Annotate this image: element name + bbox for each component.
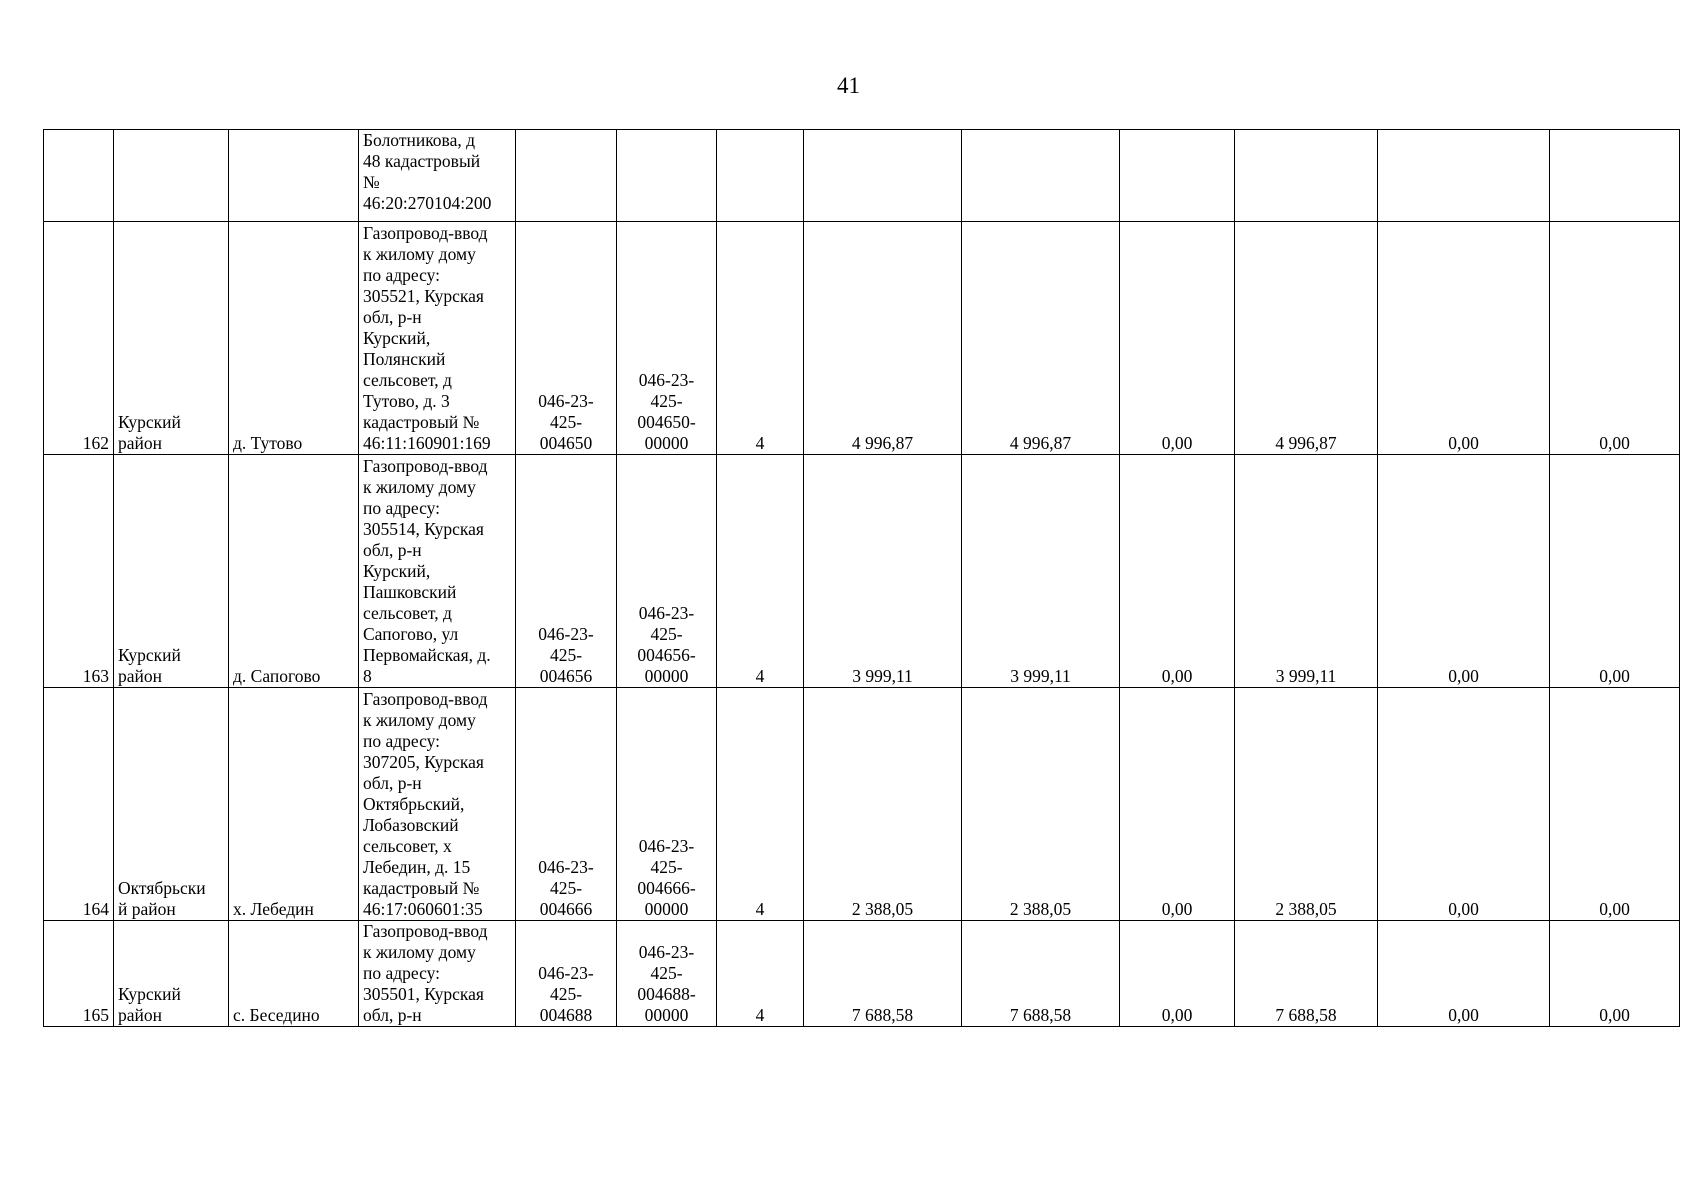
settlement-cell: [229, 130, 359, 222]
value-cell-2: 4 996,87: [962, 222, 1120, 455]
inventory-line: 004650-: [637, 412, 696, 432]
inventory-number-cell: [617, 130, 717, 222]
value-cell-5: [1378, 130, 1550, 222]
description-line: 46:17:060601:35: [363, 899, 483, 919]
description-line: 305514, Курская: [363, 519, 484, 539]
value-cell-5: 0,00: [1378, 921, 1550, 1027]
value-cell-3: 0,00: [1120, 222, 1235, 455]
row-number-cell: 163: [44, 455, 114, 688]
row-number-cell: 165: [44, 921, 114, 1027]
description-line: к жилому дому: [363, 710, 476, 730]
value-cell-2: [962, 130, 1120, 222]
inventory-number-cell: [617, 921, 717, 1027]
description-line: Газопровод-ввод: [363, 921, 488, 941]
row-number-cell: [44, 130, 114, 222]
description-line: кадастровый №: [363, 878, 480, 898]
value-cell-5: 0,00: [1378, 222, 1550, 455]
inventory-line: 00000: [644, 666, 689, 686]
code-cell: [516, 455, 617, 688]
district-line: Курский: [118, 645, 181, 665]
value-cell-3: 0,00: [1120, 455, 1235, 688]
description-line: к жилому дому: [363, 942, 476, 962]
description-cell: [359, 688, 516, 921]
code-line: 425-: [549, 645, 583, 665]
description-line: 46:20:270104:200: [363, 193, 492, 213]
code-cell: [516, 222, 617, 455]
code-line: 004656: [539, 666, 593, 686]
district-line: район: [118, 666, 162, 686]
code-cell: [516, 130, 617, 222]
value-cell-6: 0,00: [1550, 455, 1680, 688]
description-line: по адресу:: [363, 498, 441, 518]
description-cell: [359, 921, 516, 1027]
inventory-line: 00000: [644, 1005, 689, 1025]
description-line: Газопровод-ввод: [363, 223, 488, 243]
value-cell-2: 2 388,05: [962, 688, 1120, 921]
row-number-cell: 162: [44, 222, 114, 455]
inventory-line: 004688-: [637, 984, 696, 1004]
page-number: 41: [837, 73, 860, 98]
value-cell-1: 4 996,87: [804, 222, 962, 455]
value-cell-3: 0,00: [1120, 688, 1235, 921]
description-line: Газопровод-ввод: [363, 689, 488, 709]
inventory-line: 425-: [650, 391, 683, 411]
description-line: 48 кадастровый: [363, 151, 481, 171]
description-line: 307205, Курская: [363, 752, 484, 772]
quantity-cell: 4: [717, 688, 804, 921]
value-cell-2: 7 688,58: [962, 921, 1120, 1027]
district-cell: [114, 455, 229, 688]
value-cell-1: 3 999,11: [804, 455, 962, 688]
district-line: Октябрьски: [118, 878, 206, 898]
description-line: по адресу:: [363, 265, 441, 285]
value-cell-2: 3 999,11: [962, 455, 1120, 688]
inventory-line: 046-23-: [638, 942, 695, 962]
district-line: Курский: [118, 412, 181, 432]
description-line: Полянский: [363, 349, 446, 369]
description-line: обл, р-н: [363, 307, 422, 327]
code-line: 046-23-: [538, 857, 594, 877]
table-row: [44, 222, 1680, 455]
description-line: сельсовет, х: [363, 836, 452, 856]
inventory-line: 425-: [650, 857, 683, 877]
description-line: кадастровый №: [363, 412, 480, 432]
code-line: 046-23-: [538, 624, 594, 644]
inventory-line: 046-23-: [638, 603, 695, 623]
code-line: 046-23-: [538, 963, 594, 983]
value-cell-1: 2 388,05: [804, 688, 962, 921]
description-line: Лобазовский: [363, 815, 459, 835]
value-cell-4: 3 999,11: [1235, 455, 1378, 688]
description-line: Сапогово, ул: [363, 624, 459, 644]
description-line: по адресу:: [363, 731, 441, 751]
description-cell: [359, 130, 516, 222]
settlement-cell: х. Лебедин: [229, 688, 359, 921]
value-cell-3: [1120, 130, 1235, 222]
district-cell: [114, 921, 229, 1027]
settlement-cell: д. Сапогово: [229, 455, 359, 688]
description-line: Лебедин, д. 15: [363, 857, 471, 877]
inventory-number-cell: [617, 455, 717, 688]
inventory-line: 425-: [650, 963, 683, 983]
value-cell-6: [1550, 130, 1680, 222]
description-line: обл, р-н: [363, 773, 422, 793]
description-line: Курский,: [363, 561, 431, 581]
value-cell-3: 0,00: [1120, 921, 1235, 1027]
inventory-line: 004656-: [637, 645, 696, 665]
settlement-cell: д. Тутово: [229, 222, 359, 455]
district-line: район: [118, 1005, 162, 1025]
description-line: Болотникова, д: [363, 130, 476, 150]
description-line: Октябрьский,: [363, 794, 465, 814]
value-cell-5: 0,00: [1378, 455, 1550, 688]
inventory-line: 004666-: [637, 878, 696, 898]
asset-register-table: [43, 129, 1680, 1027]
value-cell-6: 0,00: [1550, 222, 1680, 455]
code-line: 004650: [539, 433, 593, 453]
inventory-line: 00000: [644, 899, 689, 919]
table-row: [44, 921, 1680, 1027]
value-cell-6: 0,00: [1550, 921, 1680, 1027]
quantity-cell: 4: [717, 455, 804, 688]
district-line: Курский: [118, 984, 181, 1004]
quantity-cell: 4: [717, 921, 804, 1027]
district-cell: [114, 222, 229, 455]
description-line: обл, р-н: [363, 1005, 422, 1025]
inventory-line: 046-23-: [638, 836, 695, 856]
description-line: 8: [363, 666, 372, 686]
description-line: сельсовет, д: [363, 603, 452, 623]
value-cell-4: 7 688,58: [1235, 921, 1378, 1027]
description-cell: [359, 455, 516, 688]
code-line: 425-: [549, 984, 583, 1004]
quantity-cell: 4: [717, 222, 804, 455]
description-line: Тутово, д. 3: [363, 391, 450, 411]
table-row: [44, 688, 1680, 921]
value-cell-1: 7 688,58: [804, 921, 962, 1027]
value-cell-5: 0,00: [1378, 688, 1550, 921]
value-cell-4: 4 996,87: [1235, 222, 1378, 455]
value-cell-4: [1235, 130, 1378, 222]
district-cell: [114, 688, 229, 921]
inventory-line: 00000: [644, 433, 689, 453]
value-cell-6: 0,00: [1550, 688, 1680, 921]
inventory-number-cell: [617, 688, 717, 921]
description-line: Пашковский: [363, 582, 457, 602]
inventory-line: 425-: [650, 624, 683, 644]
code-line: 425-: [549, 878, 583, 898]
row-number-cell: 164: [44, 688, 114, 921]
code-line: 004688: [539, 1005, 593, 1025]
code-line: 004666: [539, 899, 593, 919]
description-line: сельсовет, д: [363, 370, 452, 390]
description-line: 305521, Курская: [363, 286, 484, 306]
description-line: по адресу:: [363, 963, 441, 983]
code-cell: [516, 688, 617, 921]
description-line: 305501, Курская: [363, 984, 484, 1004]
quantity-cell: [717, 130, 804, 222]
code-line: 046-23-: [538, 391, 594, 411]
description-line: Курский,: [363, 328, 431, 348]
description-line: Газопровод-ввод: [363, 456, 488, 476]
value-cell-1: [804, 130, 962, 222]
inventory-line: 046-23-: [638, 370, 695, 390]
district-line: й район: [118, 899, 176, 919]
value-cell-4: 2 388,05: [1235, 688, 1378, 921]
inventory-number-cell: [617, 222, 717, 455]
settlement-cell: с. Беседино: [229, 921, 359, 1027]
description-line: 46:11:160901:169: [363, 433, 491, 453]
description-cell: [359, 222, 516, 455]
code-line: 425-: [549, 412, 583, 432]
district-line: район: [118, 433, 162, 453]
description-line: к жилому дому: [363, 477, 476, 497]
code-cell: [516, 921, 617, 1027]
district-cell: [114, 130, 229, 222]
description-line: №: [363, 172, 380, 192]
table-row: [44, 455, 1680, 688]
description-line: к жилому дому: [363, 244, 476, 264]
description-line: Первомайская, д.: [363, 645, 491, 665]
description-line: обл, р-н: [363, 540, 422, 560]
continuation-row: [44, 130, 1680, 222]
